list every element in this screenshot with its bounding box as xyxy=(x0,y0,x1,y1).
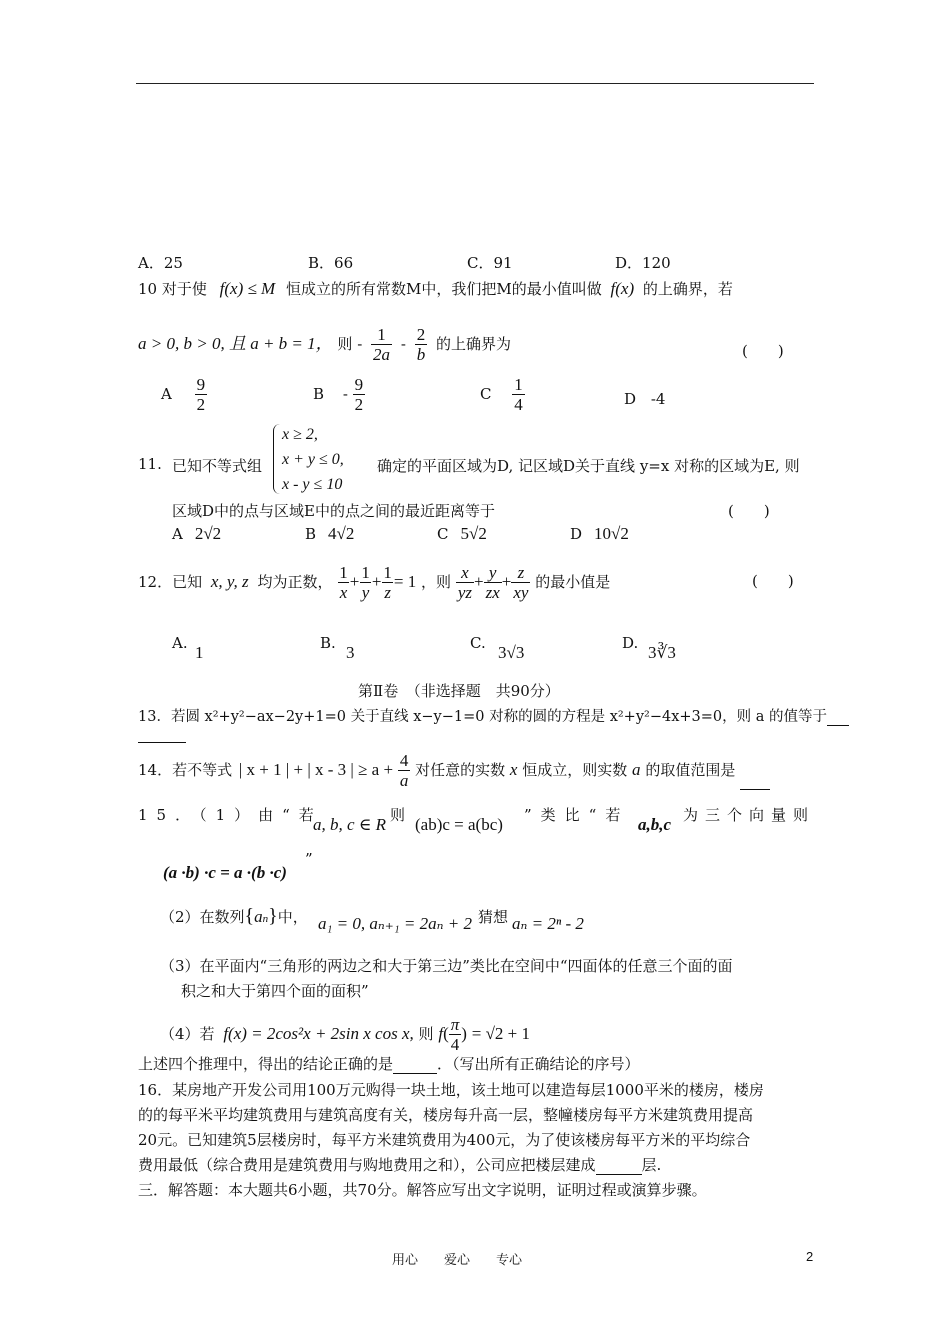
q11-option-a: A 2√2 xyxy=(172,524,222,543)
q15-line1-tail: 为三个向量则 xyxy=(683,806,816,824)
q11-system-3: x - y ≤ 10 xyxy=(282,476,343,493)
q12-option-b-value: 3 xyxy=(346,643,355,662)
q15-line1-then: 则 xyxy=(390,806,406,824)
q15-part4: （4）若 f(x) = 2cos²x + 2sin x cos x, 则 f( $\frac{\pi}{4}$ ) = √2 + 1 xyxy=(160,1015,530,1054)
q15-line1-vectors: a,b,c xyxy=(638,815,672,834)
q9-option-a: A．25 xyxy=(138,254,183,272)
q11-text1: 确定的平面区域为D, 记区域D关于直线 y=x 对称的区域为E, 则 xyxy=(377,457,800,475)
q10-frac-1: $\frac{1}{2a}$ xyxy=(373,325,391,364)
section-2-heading: 第Ⅱ卷 （非选择题 共90分） xyxy=(358,682,560,700)
q15-line2: (a ·b) ·c = a ·(b ·c) xyxy=(163,863,287,882)
q15-line1-set: a, b, c ∈ R xyxy=(313,815,387,834)
q11-option-d: D 10√2 xyxy=(570,524,629,543)
q11-system-brace xyxy=(273,424,280,494)
q10-line2: a > 0, b > 0, 且 a + b = 1， 则 - $\frac{1}{2a}$ - $\frac{2}{b}$ 的上确界为 xyxy=(138,325,511,364)
page-number: 2 xyxy=(806,1249,814,1264)
q10-option-d: D -4 xyxy=(624,390,666,408)
q12-frac-1y: $\frac{1}{y}$ xyxy=(361,563,370,602)
q15-answer-blank[interactable] xyxy=(393,1058,437,1074)
q15-part2-result: aₙ = 2ⁿ - 2 xyxy=(512,914,584,933)
footer-motto: 用心 爱心 专心 xyxy=(392,1253,523,1268)
q15-part3-line1: （3）在平面内“三角形的两边之和大于第三边”类比在空间中“四面体的任意三个面的面 xyxy=(160,957,733,975)
q12-option-b-label: B. xyxy=(320,634,336,652)
q11-paren: ( ) xyxy=(728,502,770,520)
q15-part2: （2）在数列{an}中， xyxy=(160,905,308,927)
q11-number: 11. xyxy=(138,455,162,473)
q15-summary: 上述四个推理中，得出的结论正确的是 ．（写出所有正确结论的序号） xyxy=(138,1055,640,1073)
q12-option-a-value: 1 xyxy=(195,643,204,662)
q14-frac: $\frac{4}{a}$ xyxy=(399,751,409,790)
part3-heading: 三．解答题：本大题共6小题，共70分。解答应写出文字说明，证明过程或演算步骤。 xyxy=(138,1181,707,1199)
q12-option-c-label: C. xyxy=(470,634,486,652)
q12-line: 12．已知 x, y, z 均为正数， $\frac{1}{x}$ + $\frac{1}{y}$ + $\frac{1}{z}$ = 1 ，则 $\frac{x}{yz}$ + $\frac{y}{zx}$ + $\frac{z}{xy}$ 的最小值是 xyxy=(138,563,611,602)
q10-line1: 10 对于使 f(x) ≤ M 恒成立的所有常数M中，我们把M的最小值叫做 f(x) 的上确界，若 xyxy=(138,279,733,298)
q11-system-2: x + y ≤ 0, xyxy=(282,451,344,468)
q15-part3-line2: 积之和大于第四个面的面积” xyxy=(181,982,369,1000)
q10-paren: ( ) xyxy=(742,342,784,360)
q16-line-4: 费用最低（综合费用是建筑费用与购地费用之和），公司应把楼层建成 层. xyxy=(138,1156,662,1174)
q13-answer-blank-2[interactable] xyxy=(138,728,186,743)
q12-option-c-value: 3√3 xyxy=(498,643,525,662)
q15-line1-lead: 15．（1）由“若 xyxy=(138,806,323,824)
q15-pi-over-4: $\frac{\pi}{4}$ xyxy=(450,1015,460,1054)
q12-option-d-label: D. xyxy=(622,634,639,652)
q12-option-a-label: A. xyxy=(172,634,188,652)
q10-option-c: C $\frac{1}{4}$ xyxy=(480,375,523,414)
q10-option-a: A $\frac{9}{2}$ xyxy=(161,375,206,414)
q13-answer-blank[interactable] xyxy=(827,710,849,726)
q10-option-b: B - $\frac{9}{2}$ xyxy=(313,375,364,414)
q12-frac-xyz: $\frac{x}{yz}$ xyxy=(457,563,473,602)
q11-lead: 已知不等式组 xyxy=(172,457,263,475)
q15-part2-recurrence: a₁ = 0, aₙ₊₁ = 2aₙ + 2 xyxy=(318,914,472,933)
q16-answer-blank[interactable] xyxy=(596,1159,642,1175)
header-rule xyxy=(136,83,814,84)
q16-line-3: 20元。已知建筑5层楼房时，每平方米建筑费用为400元，为了使该楼房每平方米的平均综合 xyxy=(138,1131,751,1149)
q12-frac-1x: $\frac{1}{x}$ xyxy=(339,563,348,602)
q9-option-b: B．66 xyxy=(308,254,354,272)
q13-text: 13．若圆 x²+y²−ax−2y+1=0 关于直线 x−y−1=0 对称的圆的方程是 x²+y²−4x+3=0，则 a 的值等于 xyxy=(138,705,849,726)
q15-part2-guess: 猜想 xyxy=(478,908,509,926)
q10-frac-2: $\frac{2}{b}$ xyxy=(416,325,426,364)
q12-option-d-value: 3∛3 xyxy=(648,643,676,662)
q16-line-2: 的的每平米平均建筑费用与建筑高度有关，楼房每升高一层，整幢楼房每平方米建筑费用提高 xyxy=(138,1106,754,1124)
q16-line-1: 16．某房地产开发公司用100万元购得一块土地，该土地可以建造每层1000平米的楼房，楼房 xyxy=(138,1081,764,1099)
q12-paren: ( ) xyxy=(752,572,794,590)
q12-frac-1z: $\frac{1}{z}$ xyxy=(383,563,392,602)
q11-option-b: B 4√2 xyxy=(305,524,355,543)
q9-option-d: D．120 xyxy=(615,254,671,272)
q14-line: 14．若不等式 | x + 1 | + | x - 3 | ≥ a + $\frac{4}{a}$ 对任意的实数 x 恒成立，则实数 a 的取值范围是 xyxy=(138,752,770,790)
q12-frac-zxy: $\frac{z}{xy}$ xyxy=(513,563,529,602)
q15-line1-analogy: ”类比“若 xyxy=(524,806,630,824)
q11-option-c: C 5√2 xyxy=(437,524,487,543)
q15-line2-quote: ” xyxy=(305,850,313,868)
q11-system-1: x ≥ 2, xyxy=(282,426,318,443)
q15-line1-assoc: (ab)c = a(bc) xyxy=(415,815,503,834)
q11-text2: 区域D中的点与区域E中的点之间的最近距离等于 xyxy=(172,502,495,520)
q14-answer-blank[interactable] xyxy=(740,774,770,790)
q9-option-c: C．91 xyxy=(467,254,513,272)
q12-frac-yzx: $\frac{y}{zx}$ xyxy=(485,563,500,602)
